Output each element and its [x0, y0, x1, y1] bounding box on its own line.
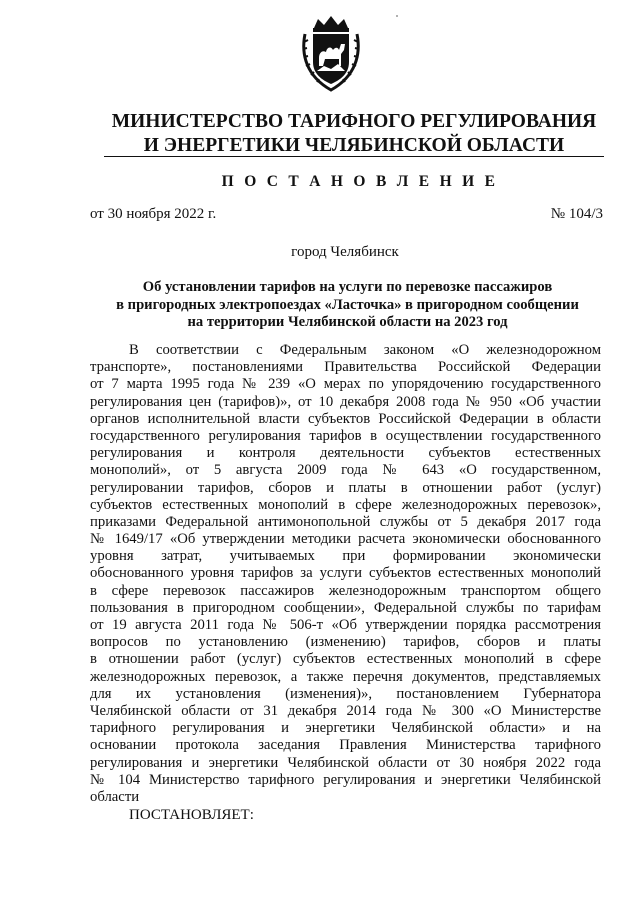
document-number: № 104/3 — [550, 206, 603, 222]
body-line: регулирования и контроля деятельности субъектов естественных — [90, 445, 601, 462]
resolution-heading: ПОСТАНОВЛЯЕТ: — [129, 807, 254, 823]
coat-of-arms-emblem — [300, 14, 362, 92]
body-line: обоснованного уровня тарифов за услуги субъектов естественных монополий — [90, 565, 601, 582]
body-line: приказами Федеральной антимонопольной службы от 5 декабря 2017 года — [90, 513, 601, 530]
body-line: регулирования цен (тарифов)», от 10 декабря 2008 года № 950 «Об участии — [90, 393, 601, 410]
body-line: основании протокола заседания Правления Министерства тарифного — [90, 737, 601, 754]
body-line: от 7 марта 1995 года № 239 «О мерах по упорядочению государственного — [90, 376, 601, 393]
body-line: для их установления (изменения)», постановлением Губернатора — [90, 685, 601, 702]
body-line: регулировании тарифов, сборов и платы в отношении работ (услуг) — [90, 479, 601, 496]
body-line: № 104 Министерство тарифного регулирования и энергетики Челябинской — [90, 771, 601, 788]
document-body — [90, 342, 601, 806]
body-line: в сфере перевозок пассажиров железнодорожным транспортом общего — [90, 582, 601, 599]
ministry-title-line-1: МИНИСТЕРСТВО ТАРИФНОГО РЕГУЛИРОВАНИЯ — [111, 111, 597, 132]
body-line: транспорте», постановлениями Правительства Российской Федерации — [90, 359, 601, 376]
body-line: субъектов естественных монополий в сфере железнодорожных перевозок», — [90, 496, 601, 513]
ministry-title-line-2: И ЭНЕРГЕТИКИ ЧЕЛЯБИНСКОЙ ОБЛАСТИ — [143, 135, 565, 156]
body-line: государственного регулирования тарифов в осуществлении государственного — [90, 427, 601, 444]
body-line: области — [90, 788, 140, 805]
document-city: город Челябинск — [291, 244, 399, 260]
body-line: от 19 августа 2011 года № 506-т «Об утверждении порядка рассмотрения — [90, 617, 601, 633]
subject-line: Об установлении тарифов на услуги по перевозке пассажиров — [142, 279, 553, 295]
subject-line: в пригородных электропоездах «Ласточка» в пригородном сообщении — [116, 296, 579, 313]
body-line: Челябинской области от 31 декабря 2014 года № 300 «О Министерстве — [90, 702, 601, 719]
body-line: В соответствии с Федеральным законом «О железнодорожном — [129, 342, 601, 358]
body-line: органов исполнительной власти субъектов Российской Федерации в области — [90, 410, 601, 427]
subject-line: на территории Челябинской области на 2023 год — [187, 314, 508, 330]
header-rule — [104, 156, 604, 157]
body-line: вопросов по установлению (изменению) тарифов, сборов и платы — [90, 634, 601, 651]
ministry-title — [104, 110, 604, 158]
body-line: в отношении работ (услуг) субъектов естественных монополий в сфере — [90, 651, 601, 668]
document-subject — [90, 279, 605, 332]
body-line: монополий», от 5 августа 2009 года № 643 «О государственном, — [90, 462, 601, 479]
body-line: тарифного регулирования и энергетики Челябинской области» и на — [90, 720, 601, 737]
body-line: № 1649/17 «Об утверждении методики расчета экономически обоснованного — [90, 531, 601, 548]
body-line: регулирования и энергетики Челябинской области от 30 ноября 2022 года — [90, 754, 601, 771]
body-line: уровня затрат, учитываемых при формировании экономически — [90, 548, 601, 565]
scan-speck — [396, 15, 398, 17]
document-date: от 30 ноября 2022 г. — [90, 206, 217, 222]
document-type: П О С Т А Н О В Л Е Н И Е — [221, 173, 499, 190]
body-line: пользования в пригородном сообщении», Федеральной службы по тарифам — [90, 599, 601, 616]
body-line: железнодорожных перевозок, а также перечня документов, представляемых — [90, 668, 601, 685]
